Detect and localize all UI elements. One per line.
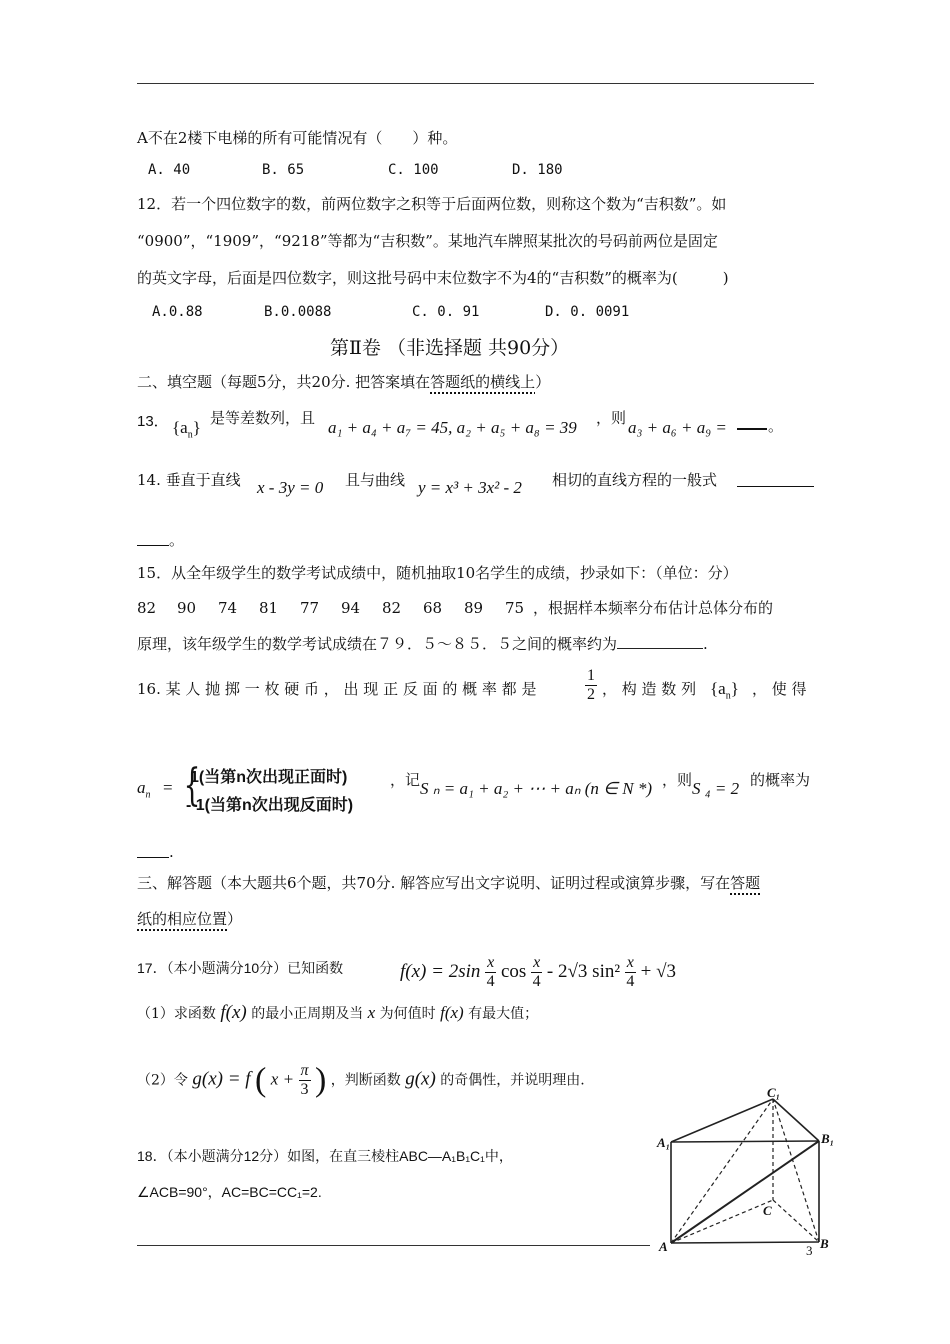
q17-lead: 17．（本小题满分10分）已知函数: [137, 960, 344, 976]
q13-equation2: a₃ + a₆ + a₉ =: [628, 418, 727, 437]
prism-figure: [655, 1085, 835, 1260]
q13-seq-open: {a: [172, 418, 188, 437]
q17-frac3: [625, 954, 636, 991]
q17-frac1-den: 4: [486, 973, 495, 990]
q16-case2: - 1(当第n次出现反面时): [186, 797, 354, 814]
q12-option-a: A.0.88: [152, 304, 203, 320]
q16-half: [585, 667, 597, 704]
q16-equals: =: [163, 778, 173, 797]
q15-line2-tail: ，根据样本频率分布估计总体分布的: [533, 599, 774, 617]
q17-p1-fx2: f(x): [440, 1003, 464, 1022]
q11-tail-text: A不在2楼下电梯的所有可能情况有（ ）种。: [137, 129, 458, 147]
q13-equation1: a₁ + a₄ + a₇ = 45, a₂ + a₅ + a₈ = 39: [328, 418, 577, 437]
q16-brace: {: [183, 760, 201, 811]
q12-line3: 的英文字母，后面是四位数字，则这批号码中末位数字不为4的“吉积数”的概率为( ): [137, 269, 729, 287]
q17-frac1-num: x: [487, 954, 495, 971]
q17-frac2: [531, 954, 542, 991]
section2-heading-prefix: 二、填空题（每题5分，共20分. 把答案填在: [137, 373, 431, 391]
q15-line3-text: 原理，该年级学生的数学考试成绩在７９．５～８５．５之间的概率约为: [137, 635, 618, 653]
q17-frac1: [485, 954, 496, 991]
section2-heading-dotted: 答题纸的横线上: [430, 373, 536, 391]
q16-line1-c: ， 使 得: [752, 680, 807, 698]
label-b: B: [820, 1236, 829, 1251]
q13-end: 。: [768, 417, 784, 435]
q16-end: .: [169, 843, 174, 861]
label-c: C: [763, 1203, 772, 1218]
q12-line1: 12．若一个四位数字的数，前两位数字之积等于后面两位数，则称这个数为“吉积数”。如: [137, 195, 727, 213]
q16-text3: 的概率为: [750, 771, 811, 789]
q15-answer-blank: [617, 634, 703, 649]
q17-p1-a: （1）求函数: [137, 1006, 216, 1022]
label-a1: A₁: [657, 1135, 671, 1150]
q16-line1-b: ， 构 造 数 列: [602, 680, 697, 698]
q17-p2-frac: [299, 1062, 311, 1099]
q15-score: 77: [300, 599, 320, 617]
q17-p2-frac-den: 3: [300, 1081, 309, 1098]
q16-equation1: S ₙ = a₁ + a₂ + ⋯ + aₙ (n ∈ N *): [420, 779, 652, 798]
q12-line2: “0900”，“1909”，“9218”等都为“吉积数”。某地汽车牌照某批次的号码前两位是固定: [137, 232, 718, 250]
section3-line2: [137, 909, 242, 929]
q17-func-head: f(x) = 2sin: [400, 960, 481, 982]
q14-answer-blank-1: [737, 486, 814, 487]
q17-p2-gx: g(x): [405, 1068, 436, 1090]
q11-option-b: B. 65: [262, 162, 305, 178]
label-c1: C₁: [767, 1085, 781, 1100]
q17-p2-a: （2）令: [137, 1072, 188, 1089]
q16-an: [137, 778, 151, 800]
q16-equation2: S ₄ = 2: [692, 779, 740, 798]
q16-case1: 1(当第n次出现正面时): [190, 769, 348, 786]
section3-line1: [137, 873, 760, 893]
q16-line1-a: 16. 某 人 抛 掷 一 枚 硬 币 ， 出 现 正 反 面 的 概 率 都 是: [137, 680, 537, 698]
q12-option-b: B.0.0088: [264, 304, 332, 320]
q15-score: 94: [341, 599, 361, 617]
q17-p2-paren-open: (: [255, 1061, 267, 1099]
q15-line3: [137, 634, 708, 654]
q15-score: 82: [137, 599, 157, 617]
q13-seq: [172, 418, 201, 440]
edge-a-b: [671, 1242, 819, 1243]
q18-line2: ∠ACB=90°，AC=BC=CC₁=2.: [137, 1184, 322, 1200]
q13-seq-close: }: [192, 418, 201, 437]
q17-p1-b: 的最小正周期及当: [251, 1006, 364, 1022]
q17-cos: cos: [500, 960, 527, 982]
q17-p2-g-eq: g(x) = f: [192, 1068, 251, 1090]
q14-text2: 相切的直线方程的一般式: [552, 471, 718, 489]
q15-score: 90: [177, 599, 197, 617]
q17-frac3-den: 4: [626, 973, 635, 990]
q14-equation1: x - 3y = 0: [257, 478, 324, 497]
page-number: 3: [806, 1243, 813, 1258]
q14-text1: 且与曲线: [345, 471, 406, 489]
q15-line3-end: .: [703, 635, 708, 653]
q11-option-c: C. 100: [388, 162, 439, 178]
q17-p2-paren-close: ): [315, 1061, 327, 1099]
section3-line1-prefix: 三、解答题（本大题共6个题，共70分. 解答应写出文字说明、证明过程或演算步骤，写在: [137, 874, 731, 892]
label-b1: B₁: [821, 1131, 835, 1146]
q18-line1: 18．（本小题满分12分）如图，在直三棱柱ABC—A₁B₁C₁中，: [137, 1148, 513, 1164]
q16-seq-open: {a: [710, 679, 726, 698]
section2-title: 第Ⅱ卷 （非选择题 共90分）: [330, 337, 570, 359]
q15-line1: 15．从全年级学生的数学考试成绩中，随机抽取10名学生的成绩，抄录如下：（单位：分）: [137, 564, 738, 582]
footer-rule: [137, 1245, 650, 1246]
q16-an-a: a: [137, 778, 146, 797]
edge-a-c: [671, 1200, 773, 1243]
q15-score: 68: [423, 599, 443, 617]
q16-an-sub: n: [145, 789, 151, 801]
section3-line2-dotted: 纸的相应位置: [137, 910, 228, 928]
q17-frac3-num: x: [626, 954, 634, 971]
header-rule: [137, 83, 814, 84]
q17-frac2-num: x: [533, 954, 541, 971]
q14-end: 。: [169, 531, 185, 549]
q14-answer-blank-2: [137, 545, 169, 546]
q15-score: 89: [464, 599, 484, 617]
q17-frac2-den: 4: [532, 973, 541, 990]
q13-answer-blank: [737, 428, 767, 430]
q16-text2: ，则: [662, 771, 693, 789]
q15-score: 74: [218, 599, 238, 617]
q13-number: 13．: [137, 413, 169, 430]
section2-heading-suffix: ）: [535, 373, 551, 391]
q17-p1-d: 有最大值；: [468, 1006, 539, 1022]
q15-score: 75: [505, 599, 525, 617]
label-a: A: [659, 1239, 668, 1254]
section3-line1-dotted: 答题: [730, 874, 761, 892]
q11-option-a: A. 40: [148, 162, 191, 178]
q17-part2: [137, 1062, 585, 1099]
q12-option-c: C. 0. 91: [412, 304, 480, 320]
q16-seq-sub: n: [725, 690, 731, 702]
q17-p1-c: 为何值时: [379, 1006, 436, 1022]
q17-p2-c: 的奇偶性，并说明理由.: [440, 1072, 585, 1089]
q16-seq-close: }: [730, 679, 739, 698]
q16-half-numerator: 1: [587, 667, 595, 684]
q15-score: 81: [259, 599, 279, 617]
q17-p2-xplus: x +: [270, 1069, 295, 1089]
q16-half-denominator: 2: [587, 686, 595, 703]
q15-score: 82: [382, 599, 402, 617]
q13-text1: 是等差数列，且: [210, 409, 316, 427]
q17-p2-frac-num: π: [300, 1062, 309, 1079]
q16-answer-blank: [137, 857, 169, 858]
q17-part1: [137, 1003, 538, 1024]
q13-seq-sub: n: [187, 429, 193, 441]
edge-a-b1: [671, 1141, 819, 1243]
q16-seq: [710, 679, 739, 701]
q11-option-d: D. 180: [512, 162, 563, 178]
q17-plus-term: + √3: [640, 960, 677, 982]
section3-line2-suffix: ）: [227, 910, 243, 928]
q12-option-d: D. 0. 0091: [545, 304, 630, 320]
section2-heading: [137, 372, 550, 392]
q17-p1-fx1: f(x): [220, 1002, 247, 1023]
q16-text1: ，记: [390, 771, 421, 789]
q15-scores: [137, 598, 773, 618]
q17-minus-term: - 2√3 sin²: [546, 960, 621, 982]
q14-equation2: y = x³ + 3x² - 2: [418, 478, 522, 497]
q13-text2: ，则: [596, 409, 627, 427]
q14-lead: 14. 垂直于直线: [137, 471, 241, 489]
q17-p2-b: ，判断函数: [330, 1072, 401, 1089]
q17-function: [400, 954, 676, 991]
q17-p1-x: x: [367, 1003, 376, 1022]
edge-a1-b1: [671, 1141, 819, 1142]
